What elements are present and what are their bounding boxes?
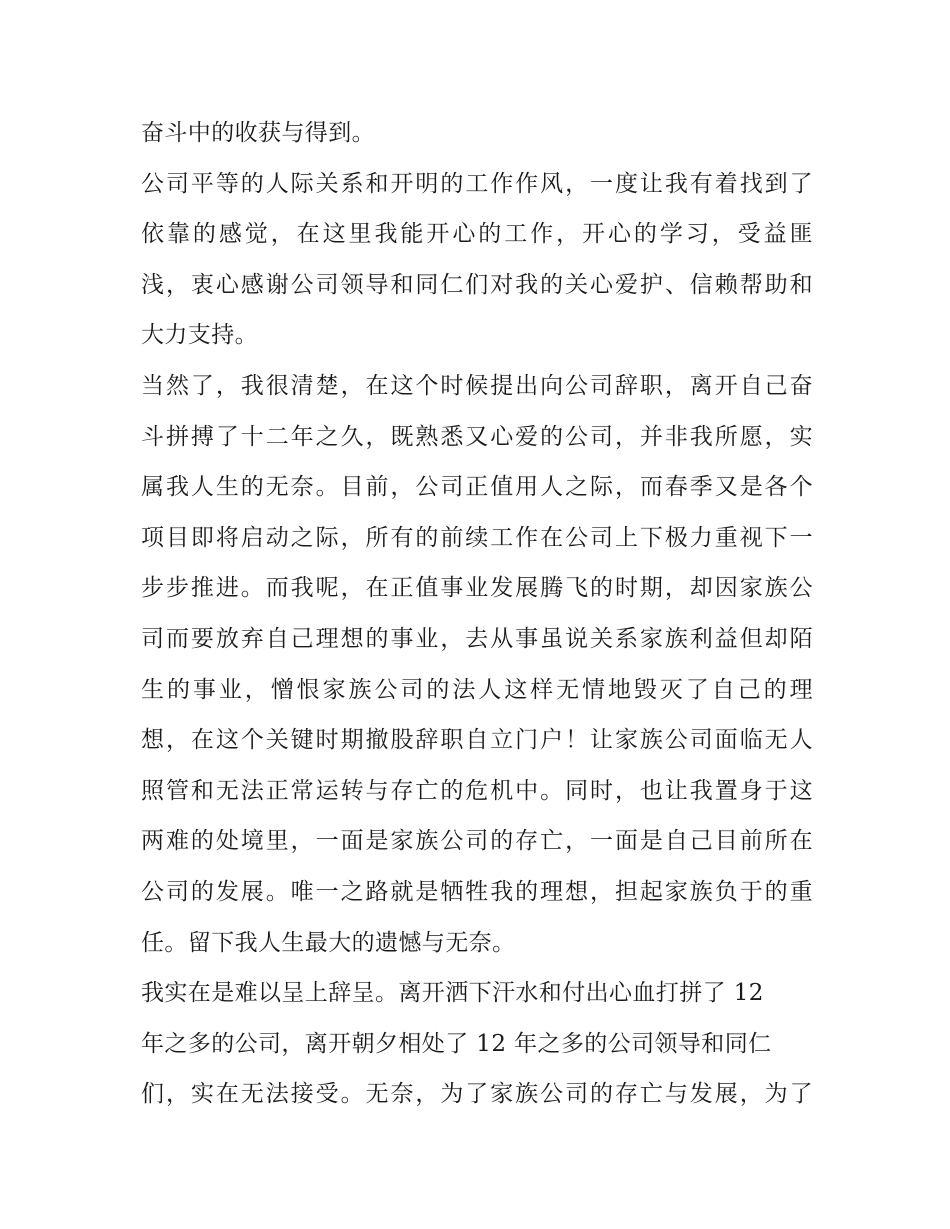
text-line-1: 奋斗中的收获与得到。 xyxy=(141,120,375,146)
text-line-9: 项目即将启动之际，所有的前续工作在公司上下极力重视下一 xyxy=(141,524,813,551)
text-line-18: 我实在是难以呈上辞呈。离开洒下汗水和付出心血打拼了 12 xyxy=(141,980,764,1007)
text-line-2: 公司平等的人际关系和开明的工作作风，一度让我有着找到了 xyxy=(141,170,813,197)
text-line-16: 公司的发展。唯一之路就是牺牲我的理想，担起家族负于的重 xyxy=(141,878,813,905)
text-line-14: 照管和无法正常运转与存亡的危机中。同时，也让我置身于这 xyxy=(141,777,813,804)
text-line-12: 生的事业，憎恨家族公司的法人这样无情地毁灭了自己的理 xyxy=(141,676,813,703)
document-body xyxy=(141,108,813,1120)
text-line-6: 当然了，我很清楚，在这个时候提出向公司辞职，离开自己奋 xyxy=(141,372,813,399)
text-line-5: 大力支持。 xyxy=(141,322,258,349)
text-line-10: 步步推进。而我呢，在正值事业发展腾飞的时期，却因家族公 xyxy=(141,575,813,602)
text-line-20: 们，实在无法接受。无奈，为了家族公司的存亡与发展，为了 xyxy=(141,1081,813,1108)
text-line-15: 两难的处境里，一面是家族公司的存亡，一面是自己目前所在 xyxy=(141,828,813,855)
text-line-4: 浅，衷心感谢公司领导和同仁们对我的关心爱护、信赖帮助和 xyxy=(141,271,813,298)
text-line-11: 司而要放弃自己理想的事业，去从事虽说关系家族利益但却陌 xyxy=(141,625,813,652)
text-line-7: 斗拼搏了十二年之久，既熟悉又心爱的公司，并非我所愿，实 xyxy=(141,423,813,450)
text-line-13: 想，在这个关键时期撤股辞职自立门户！让家族公司面临无人 xyxy=(141,727,813,754)
text-line-3: 依靠的感觉，在这里我能开心的工作，开心的学习，受益匪 xyxy=(141,221,813,248)
text-line-19: 年之多的公司，离开朝夕相处了 12 年之多的公司领导和同仁 xyxy=(141,1030,772,1057)
text-line-8: 属我人生的无奈。目前，公司正值用人之际，而春季又是各个 xyxy=(141,474,813,501)
text-line-17: 任。留下我人生最大的遗憾与无奈。 xyxy=(141,929,516,956)
